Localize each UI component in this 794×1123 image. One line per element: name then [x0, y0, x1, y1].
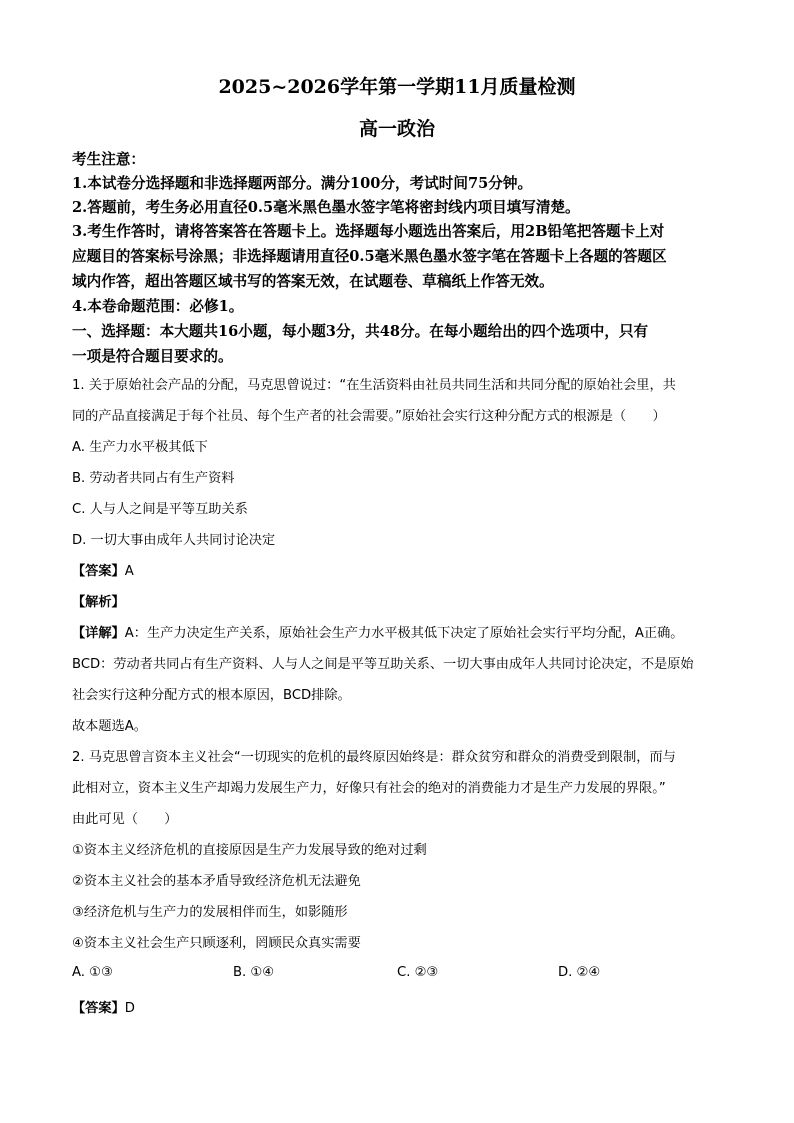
q1-detail-line: 社会实行这种分配方式的根本原因，BCD排除。	[72, 688, 351, 703]
notice-line: 3.考生作答时，请将答案答在答题卡上。选择题每小题选出答案后，用2B铅笔把答题卡上对	[72, 223, 665, 240]
section-heading: 一项是符合题目要求的。	[72, 348, 233, 365]
q2-statement-2: ②资本主义社会的基本矛盾导致经济危机无法避免	[72, 874, 361, 889]
q2-stem: 2. 马克思曾言资本主义社会“一切现实的危机的最终原因始终是：群众贫穷和群众的消费受到限制，而与	[72, 750, 676, 765]
q1-stem: 同的产品直接满足于每个社员、每个生产者的社会需要。”原始社会实行这种分配方式的根源是（ ）	[72, 409, 666, 424]
notice-heading: 考生注意：	[72, 151, 145, 168]
detail-text: A：生产力决定生产关系，原始社会生产力水平极其低下决定了原始社会实行平均分配，A正确。	[124, 626, 684, 641]
answer-value: D	[124, 1001, 135, 1016]
q1-option-d: D. 一切大事由成年人共同讨论决定	[72, 533, 276, 548]
q1-analysis-label: 【解析】	[72, 595, 125, 610]
q1-stem: 1. 关于原始社会产品的分配，马克思曾说过：“在生活资料由社员共同生活和共同分配的原始社会里，共	[72, 378, 676, 393]
notice-line: 应题目的答案标号涂黑；非选择题请用直径0.5毫米黑色墨水签字笔在答题卡上各题的答题区	[72, 248, 667, 265]
q1-detail-line: BCD：劳动者共同占有生产资料、人与人之间是平等互助关系、一切大事由成年人共同讨论决定，不是原始	[72, 657, 694, 672]
q2-statement-1: ①资本主义经济危机的直接原因是生产力发展导致的绝对过剩	[72, 843, 427, 858]
answer-label: 【答案】	[72, 564, 125, 579]
q2-statement-4: ④资本主义社会生产只顾逐利，罔顾民众真实需要	[72, 936, 361, 951]
q2-stem: 此相对立，资本主义生产却竭力发展生产力，好像只有社会的绝对的消费能力才是生产力发展的界限。”	[72, 781, 666, 796]
q1-option-b: B. 劳动者共同占有生产资料	[72, 471, 235, 486]
section-heading: 一、选择题：本大题共16小题，每小题3分，共48分。在每小题给出的四个选项中，只有	[72, 323, 649, 340]
answer-label: 【答案】	[72, 1001, 125, 1016]
q2-option-b: B. ①④	[233, 965, 275, 980]
q2-option-d: D. ②④	[558, 965, 601, 980]
q2-option-c: C. ②③	[397, 965, 439, 980]
q1-detail	[72, 622, 683, 641]
detail-label: 【详解】	[72, 626, 125, 641]
q1-answer	[72, 560, 134, 579]
notice-line: 1.本试卷分选择题和非选择题两部分。满分100分，考试时间75分钟。	[72, 175, 533, 192]
q2-option-a: A. ①③	[72, 965, 113, 980]
notice-line: 4.本卷命题范围：必修1。	[72, 298, 244, 315]
q1-conclusion: 故本题选A。	[72, 719, 147, 734]
subject-title: 高一政治	[358, 118, 435, 140]
q1-option-a: A. 生产力水平极其低下	[72, 440, 208, 455]
answer-value: A	[124, 564, 134, 579]
notice-line: 域内作答，超出答题区域书写的答案无效，在试题卷、草稿纸上作答无效。	[72, 273, 554, 290]
q2-stem: 由此可见（ ）	[72, 812, 178, 827]
notice-line: 2.答题前，考生务必用直径0.5毫米黑色墨水签字笔将密封线内项目填写清楚。	[72, 199, 580, 216]
q2-statement-3: ③经济危机与生产力的发展相伴而生，如影随形	[72, 905, 348, 920]
q2-answer	[72, 997, 135, 1016]
exam-title: 2025~2026学年第一学期11月质量检测	[218, 76, 576, 98]
q1-option-c: C. 人与人之间是平等互助关系	[72, 502, 248, 517]
